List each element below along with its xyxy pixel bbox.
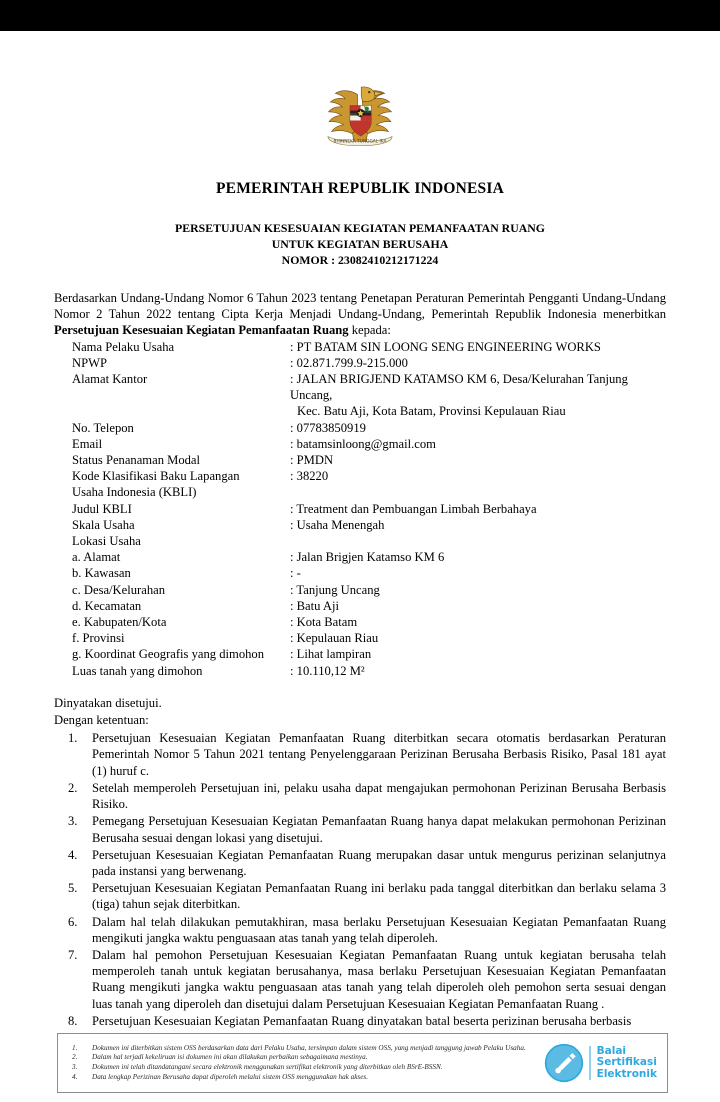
detail-value bbox=[290, 517, 666, 533]
detail-label-line: c. Desa/Kelurahan bbox=[72, 582, 166, 597]
detail-label-line: Nama Pelaku Usaha bbox=[72, 339, 175, 354]
detail-row bbox=[72, 549, 666, 565]
detail-value-line: : 07783850919 bbox=[290, 420, 366, 435]
detail-label-line: d. Kecamatan bbox=[72, 598, 142, 613]
detail-row bbox=[72, 646, 666, 662]
detail-value bbox=[290, 355, 666, 371]
detail-value bbox=[290, 549, 666, 565]
bsre-line-1: Balai bbox=[596, 1044, 627, 1057]
detail-label bbox=[72, 501, 290, 517]
detail-value-line: : batamsinloong@gmail.com bbox=[290, 436, 436, 451]
detail-value bbox=[290, 663, 666, 679]
details-table-body bbox=[72, 339, 666, 679]
detail-value bbox=[290, 420, 666, 436]
detail-row bbox=[72, 598, 666, 614]
detail-value-line: : PT BATAM SIN LOONG SENG ENGINEERING WORKS bbox=[290, 339, 601, 354]
details-table bbox=[72, 339, 666, 679]
term-item: Persetujuan Kesesuaian Kegiatan Pemanfaatan Ruang ini berlaku pada tanggal diterbitkan dan berlaku selama 3 (tiga) tahun sejak diterbitkan. bbox=[92, 881, 666, 912]
garuda-pancasila-emblem bbox=[323, 83, 397, 153]
detail-row bbox=[72, 371, 666, 420]
detail-label bbox=[72, 517, 290, 533]
term-item: Persetujuan Kesesuaian Kegiatan Pemanfaatan Ruang merupakan dasar untuk mengurus perizinan selanjutnya pada instansi yang berwenang. bbox=[92, 847, 666, 878]
terms-list bbox=[54, 730, 666, 1029]
emblem-container bbox=[0, 31, 720, 158]
detail-value-line: : 38220 bbox=[290, 469, 329, 484]
subtitle-line-2: UNTUK KEGIATAN BERUSAHA bbox=[271, 237, 449, 251]
detail-label-line: Judul KBLI bbox=[72, 501, 132, 516]
detail-row bbox=[72, 468, 666, 500]
detail-row bbox=[72, 565, 666, 581]
detail-row bbox=[72, 420, 666, 436]
detail-label bbox=[72, 663, 290, 679]
detail-value bbox=[290, 533, 666, 549]
detail-label-line: NPWP bbox=[72, 355, 107, 370]
preamble-paragraph bbox=[54, 290, 666, 339]
subtitle-line-1: PERSETUJUAN KESESUAIAN KEGIATAN PEMANFAATAN RUANG bbox=[175, 221, 545, 235]
detail-label-line: Skala Usaha bbox=[72, 517, 135, 532]
top-black-band bbox=[0, 0, 720, 31]
detail-label bbox=[72, 339, 290, 355]
detail-value bbox=[290, 614, 666, 630]
detail-row bbox=[72, 663, 666, 679]
page-title: PEMERINTAH REPUBLIK INDONESIA bbox=[216, 180, 504, 197]
statements-block bbox=[54, 695, 666, 1029]
term-item: Dalam hal telah dilakukan pemutakhiran, masa berlaku Persetujuan Kesesuaian Kegiatan Pemanfaatan Ruang mengikuti jangka waktu penguasaan atas tanah yang telah diperoleh. bbox=[92, 914, 666, 945]
detail-value-line: : Jalan Brigjen Katamso KM 6 bbox=[290, 550, 445, 565]
detail-value bbox=[290, 630, 666, 646]
bsre-line-3: Elektronik bbox=[596, 1067, 657, 1080]
term-item: Setelah memperoleh Persetujuan ini, pelaku usaha dapat mengajukan permohonan Perizinan Berusaha Berbasis Risiko. bbox=[92, 780, 666, 812]
detail-label bbox=[72, 549, 290, 565]
detail-value bbox=[290, 646, 666, 662]
bsre-line-2: Sertifikasi bbox=[596, 1056, 657, 1069]
detail-value-line: : Lihat lampiran bbox=[290, 647, 372, 662]
footnotes-list bbox=[66, 1044, 544, 1082]
detail-label bbox=[72, 468, 290, 500]
detail-label bbox=[72, 533, 290, 549]
preamble-bold-phrase: Persetujuan Kesesuaian Kegiatan Pemanfaatan Ruang bbox=[54, 323, 349, 338]
detail-label-line: Kode Klasifikasi Baku Lapangan bbox=[72, 469, 240, 484]
detail-value-line: : 10.110,12 M² bbox=[290, 663, 365, 678]
footnote-box bbox=[57, 1033, 668, 1093]
detail-row bbox=[72, 630, 666, 646]
detail-value-line: : JALAN BRIGJEND KATAMSO KM 6, Desa/Kelurahan Tanjung Uncang, bbox=[290, 372, 628, 403]
detail-label bbox=[72, 582, 290, 598]
detail-value-line: : PMDN bbox=[290, 453, 334, 468]
detail-label bbox=[72, 565, 290, 581]
detail-value bbox=[290, 468, 666, 500]
detail-value-line: : 02.871.799.9-215.000 bbox=[290, 355, 408, 370]
detail-row bbox=[72, 614, 666, 630]
detail-value bbox=[290, 598, 666, 614]
detail-label-line: e. Kabupaten/Kota bbox=[72, 615, 167, 630]
detail-label bbox=[72, 452, 290, 468]
detail-label-line: Lokasi Usaha bbox=[72, 534, 141, 549]
detail-label bbox=[72, 614, 290, 630]
document-number: NOMOR : 23082410212171224 bbox=[281, 253, 439, 267]
term-item: Persetujuan Kesesuaian Kegiatan Pemanfaatan Ruang diterbitkan secara otomatis berdasarkan Peraturan Pemerintah Nomor 5 Tahun 2021 tentang Penyelenggaraan Perizinan Berusaha Berbasis Risiko, Pasal 181 ayat (1) huruf c. bbox=[92, 731, 666, 778]
detail-row bbox=[72, 355, 666, 371]
detail-label bbox=[72, 598, 290, 614]
detail-row bbox=[72, 582, 666, 598]
detail-value-line: : Kota Batam bbox=[290, 615, 358, 630]
detail-value bbox=[290, 436, 666, 452]
bsre-logo bbox=[544, 1043, 661, 1083]
detail-value bbox=[290, 501, 666, 517]
detail-row bbox=[72, 452, 666, 468]
detail-row bbox=[72, 517, 666, 533]
detail-label bbox=[72, 371, 290, 420]
detail-value-line: : - bbox=[290, 566, 301, 581]
detail-row bbox=[72, 533, 666, 549]
detail-value bbox=[290, 452, 666, 468]
preamble-text-before: Berdasarkan Undang-Undang Nomor 6 Tahun 2023 tentang Penetapan Peraturan Pemerintah Pengganti Undang-Undang Nomor 2 Tahun 2022 tentang Cipta Kerja Menjadi Undang-Undang, Pemerintah Republik Indonesia menerbitkan bbox=[54, 291, 666, 322]
footnote-item: Dokumen ini diterbitkan sistem OSS berdasarkan data dari Pelaku Usaha, tersimpan dalam sistem OSS, yang menjadi tanggung jawab Pelaku Usaha. bbox=[92, 1043, 526, 1052]
svg-text:BHINNEKA TUNGGAL IKA: BHINNEKA TUNGGAL IKA bbox=[333, 139, 387, 145]
conditions-intro: Dengan ketentuan: bbox=[54, 713, 149, 728]
footnote-item: Dokumen ini telah ditandatangani secara elektronik menggunakan sertifikat elektronik yang diterbitkan oleh BSrE-BSSN. bbox=[92, 1063, 443, 1071]
detail-value-line: : Treatment dan Pembuangan Limbah Berbahaya bbox=[290, 501, 537, 516]
detail-value bbox=[290, 565, 666, 581]
detail-label bbox=[72, 355, 290, 371]
detail-value-line: : Tanjung Uncang bbox=[290, 582, 380, 597]
document-body bbox=[54, 268, 666, 1029]
term-item: Dalam hal pemohon Persetujuan Kesesuaian Kegiatan Pemanfaatan Ruang untuk kegiatan berusaha telah memperoleh tanah untuk kegiatan berusahanya, masa berlaku Persetujuan Kesesuaian Kegiatan Pemanfaatan Ruang mengikuti jangka waktu penguasaan atas tanah yang telah diperoleh oleh pemohon serta sesuai dengan luas tanah yang diperoleh dan disetujui dalam Persetujuan Kesesuaian Kegiatan Pemanfaatan Ruang . bbox=[92, 947, 666, 1011]
preamble-text-after: kepada: bbox=[348, 323, 391, 338]
detail-value bbox=[290, 339, 666, 355]
approved-statement: Dinyatakan disetujui. bbox=[54, 695, 162, 710]
document-subtitle bbox=[0, 220, 720, 268]
detail-label-line: b. Kawasan bbox=[72, 566, 131, 581]
term-item: Persetujuan Kesesuaian Kegiatan Pemanfaatan Ruang dinyatakan batal beserta perizinan berusaha berbasis bbox=[92, 1013, 632, 1028]
detail-row bbox=[72, 339, 666, 355]
detail-value-line: : Kepulauan Riau bbox=[290, 631, 379, 646]
detail-value-line: Kec. Batu Aji, Kota Batam, Provinsi Kepulauan Riau bbox=[297, 404, 566, 419]
detail-label-line: Usaha Indonesia (KBLI) bbox=[72, 485, 197, 500]
detail-row bbox=[72, 436, 666, 452]
detail-value bbox=[290, 371, 666, 420]
document-page bbox=[0, 31, 720, 1102]
detail-label-line: Alamat Kantor bbox=[72, 372, 148, 387]
detail-label-line: Email bbox=[72, 436, 103, 451]
detail-value-line: : Batu Aji bbox=[290, 598, 339, 613]
bsre-logo-text bbox=[589, 1046, 657, 1081]
detail-label-line: Luas tanah yang dimohon bbox=[72, 663, 203, 678]
detail-label-line: f. Provinsi bbox=[72, 631, 125, 646]
footnote-inner bbox=[58, 1034, 667, 1092]
term-item: Pemegang Persetujuan Kesesuaian Kegiatan Pemanfaatan Ruang hanya dapat melakukan permohonan Perizinan Berusaha sesuai dengan lokasi yang disetujui. bbox=[92, 814, 666, 845]
detail-label bbox=[72, 646, 290, 662]
detail-label-line: a. Alamat bbox=[72, 550, 121, 565]
detail-label bbox=[72, 420, 290, 436]
footnote-item: Data lengkap Perizinan Berusaha dapat diperoleh melalui sistem OSS menggunakan hak akses. bbox=[92, 1072, 369, 1081]
footnote-item: Dalam hal terjadi kekeliruan isi dokumen ini akan dilakukan perbaikan sebagaimana mestinya. bbox=[92, 1053, 368, 1062]
detail-label bbox=[72, 630, 290, 646]
detail-value bbox=[290, 582, 666, 598]
detail-label-line: No. Telepon bbox=[72, 420, 134, 435]
detail-label-line: g. Koordinat Geografis yang dimohon bbox=[72, 647, 265, 662]
bsre-key-circle-icon bbox=[544, 1043, 584, 1083]
detail-label bbox=[72, 436, 290, 452]
detail-label-line: Status Penanaman Modal bbox=[72, 453, 201, 468]
detail-row bbox=[72, 501, 666, 517]
detail-value-line: : Usaha Menengah bbox=[290, 517, 385, 532]
